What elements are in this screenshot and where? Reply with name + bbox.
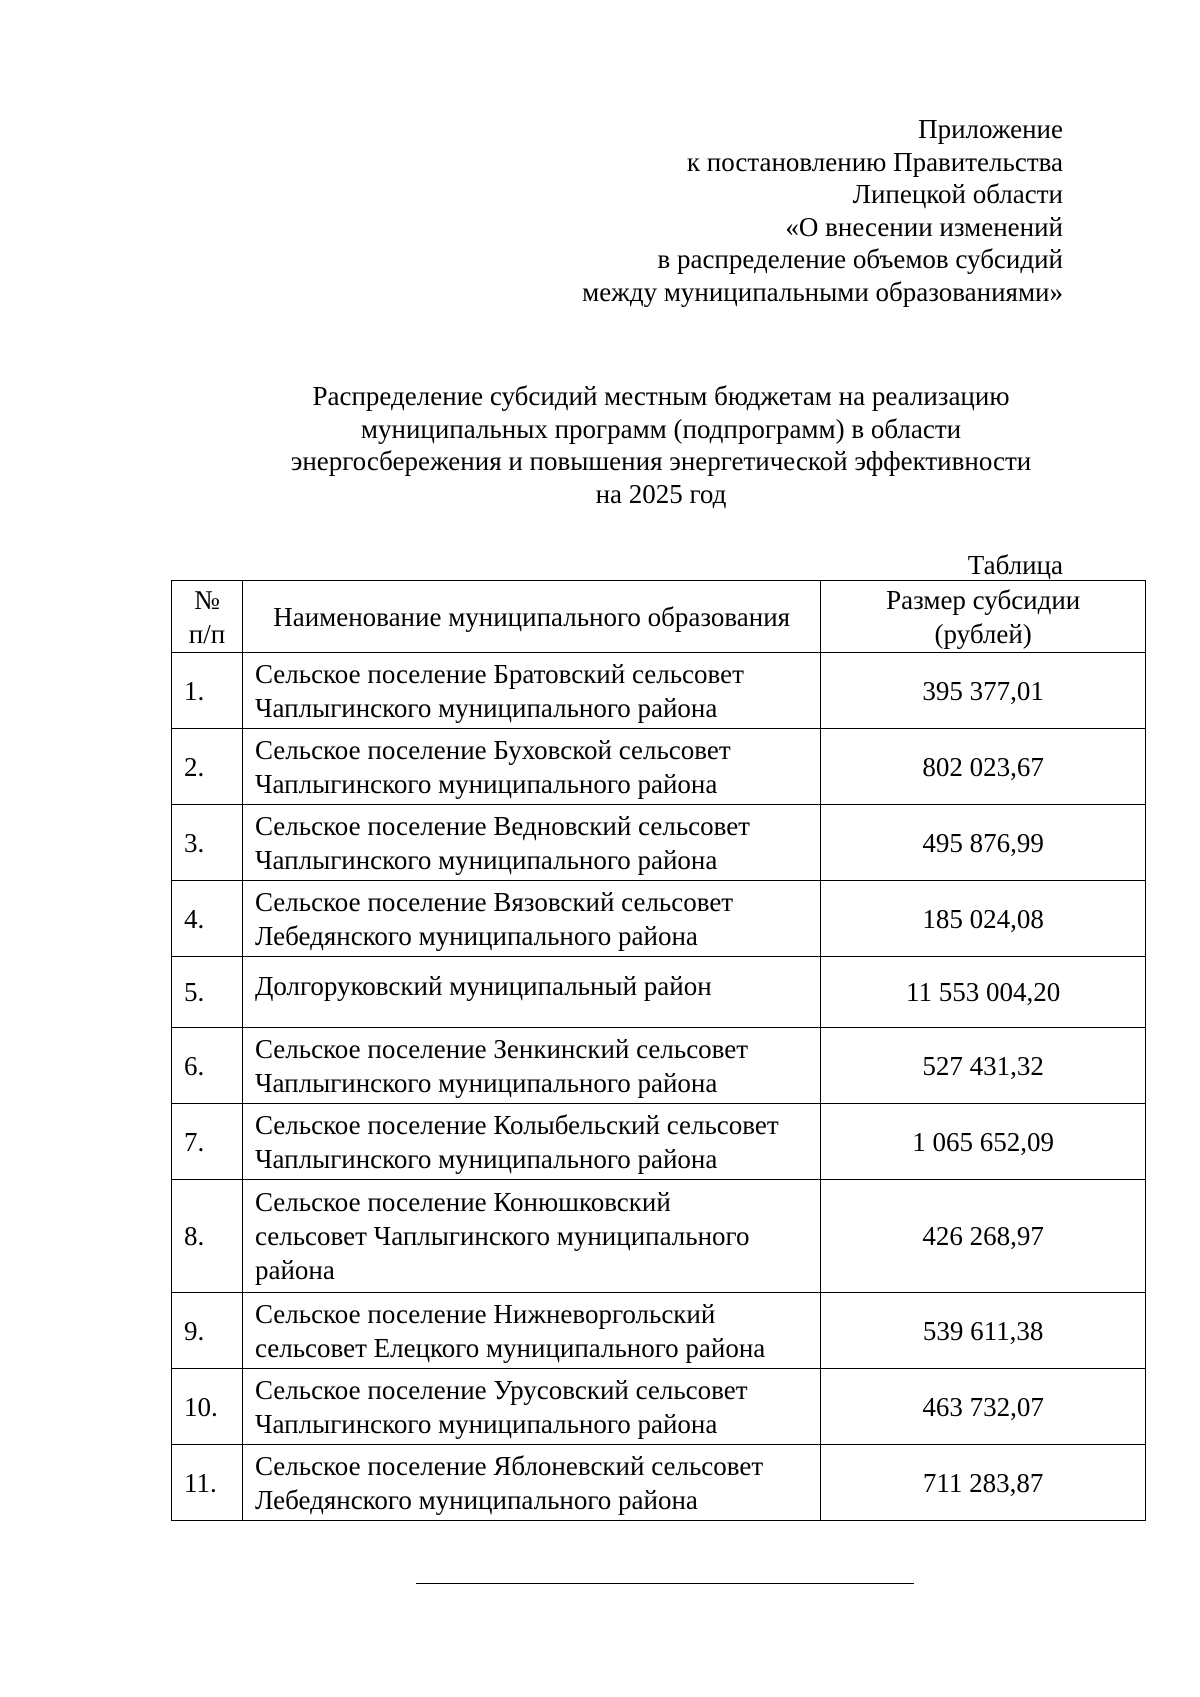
row-municipality-line: Сельское поселение Буховской сельсовет [254,734,731,765]
table-row [172,805,1146,881]
row-municipality-line: Чаплыгинского муниципального района [254,1143,718,1174]
row-municipality [242,1369,820,1445]
row-municipality-line: Сельское поселение Ведновский сельсовет [254,810,750,841]
header-line: Липецкой области [852,179,1063,209]
row-municipality-line: района [254,1255,335,1285]
row-municipality-line: Сельское поселение Нижневоргольский [254,1298,716,1329]
column-header-number-line1: № [194,584,220,615]
footer-divider [416,1583,914,1584]
row-municipality-line: сельсовет Чаплыгинского муниципального [254,1221,750,1251]
title-line: муниципальных программ (подпрограмм) в области [360,413,962,444]
table-label: Таблица [967,550,1063,580]
header-line: к постановлению Правительства [686,146,1063,177]
column-header-name: Наименование муниципального образования [242,581,820,653]
title-line: Распределение субсидий местным бюджетам на реализацию [312,381,1010,411]
table-row [172,1369,1146,1445]
row-municipality [242,881,820,957]
row-amount: 495 876,99 [821,805,1146,881]
row-number: 8. [172,1180,243,1293]
row-municipality-line: Чаплыгинского муниципального района [254,1408,718,1439]
row-municipality [242,1445,820,1521]
row-number: 7. [172,1104,243,1180]
row-amount: 527 431,32 [821,1028,1146,1104]
row-municipality-line: Лебедянского муниципального района [254,920,698,951]
table-row [172,1028,1146,1104]
column-header-number [172,581,243,653]
row-number: 5. [172,957,243,1028]
row-amount: 539 611,38 [821,1293,1146,1369]
header-line: между муниципальными образованиями» [582,276,1063,307]
row-municipality [242,805,820,881]
row-number: 1. [172,653,243,729]
row-municipality [242,1104,820,1180]
row-amount: 463 732,07 [821,1369,1146,1445]
row-amount: 395 377,01 [821,653,1146,729]
row-municipality-line: Долгоруковский муниципальный район [254,971,712,1001]
row-number: 11. [172,1445,243,1521]
document-header [582,113,1063,308]
row-municipality [242,1293,820,1369]
header-line: Приложение [918,114,1063,144]
table-header-row [172,581,1146,653]
table-row [172,1445,1146,1521]
row-municipality-line: Сельское поселение Колыбельский сельсовет [254,1109,779,1140]
header-line: в распределение объемов субсидий [657,244,1063,274]
row-amount: 802 023,67 [821,729,1146,805]
subsidies-table [171,580,1146,1521]
row-number: 10. [172,1369,243,1445]
row-number: 6. [172,1028,243,1104]
row-municipality-line: Сельское поселение Вязовский сельсовет [254,886,734,917]
header-line: «О внесении изменений [785,211,1063,242]
row-municipality-line: Сельское поселение Конюшковский [254,1187,671,1217]
document-title [0,380,1200,510]
row-number: 3. [172,805,243,881]
row-amount: 711 283,87 [821,1445,1146,1521]
row-amount: 1 065 652,09 [821,1104,1146,1180]
table-row [172,881,1146,957]
title-line: энергосбережения и повышения энергетической эффективности [290,446,1032,476]
row-municipality [242,957,820,1028]
row-municipality-line: Чаплыгинского муниципального района [254,768,718,799]
row-number: 4. [172,881,243,957]
row-number: 9. [172,1293,243,1369]
column-header-amount-line1: Размер субсидии [886,584,1081,615]
row-municipality [242,729,820,805]
column-header-amount-line2: (рублей) [934,618,1032,649]
row-amount: 11 553 004,20 [821,957,1146,1028]
row-municipality [242,653,820,729]
table-row [172,653,1146,729]
row-municipality-line: Сельское поселение Братовский сельсовет [254,658,744,689]
row-amount: 426 268,97 [821,1180,1146,1293]
row-municipality-line: Чаплыгинского муниципального района [254,692,718,723]
row-municipality-line: Чаплыгинского муниципального района [254,844,718,875]
row-municipality-line: Сельское поселение Зенкинский сельсовет [254,1033,749,1064]
table-row [172,957,1146,1028]
row-municipality-line: Чаплыгинского муниципального района [254,1067,718,1098]
table-row [172,1180,1146,1293]
table-row [172,1293,1146,1369]
row-amount: 185 024,08 [821,881,1146,957]
title-line: на 2025 год [595,478,727,509]
row-municipality-line: Сельское поселение Яблоневский сельсовет [254,1450,764,1481]
row-number: 2. [172,729,243,805]
table-row [172,729,1146,805]
column-header-number-line2: п/п [188,618,226,649]
row-municipality [242,1028,820,1104]
row-municipality-line: Сельское поселение Урусовский сельсовет [254,1374,748,1405]
column-header-amount [821,581,1146,653]
row-municipality-line: Лебедянского муниципального района [254,1484,698,1515]
table-row [172,1104,1146,1180]
row-municipality-line: сельсовет Елецкого муниципального района [254,1332,766,1363]
row-municipality [242,1180,820,1293]
